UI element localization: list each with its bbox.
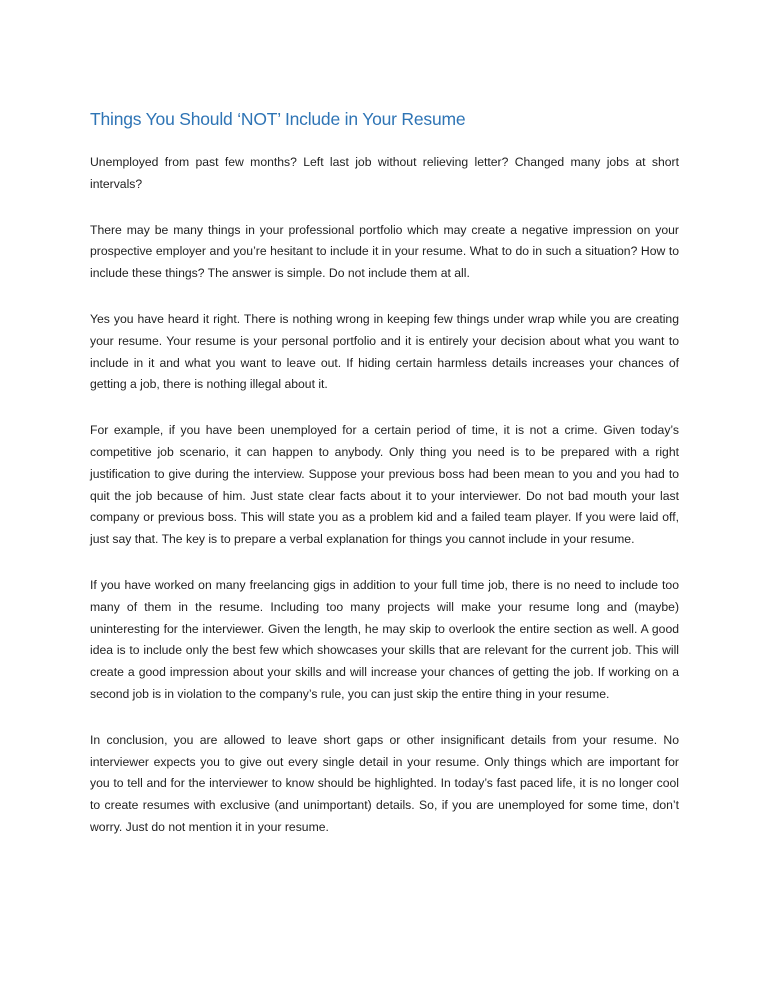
paragraph-freelancing-gigs: If you have worked on many freelancing gigs in addition to your full time job, there is no need to include too many of them in the resume. Including too many projects will make your resume long and (maybe) uninteresting for the interviewer. Given the length, he may skip to overlook the entire section as well. A good idea is to include only the best few which showcases your skills that are relevant for the current job. This will create a good impression about your skills and will increase your chances of getting the job. If working on a second job is in violation to the company’s rule, you can just skip the entire thing in your resume. bbox=[90, 577, 679, 701]
paragraph-heard-it-right: Yes you have heard it right. There is nothing wrong in keeping few things under wrap while you are creating your resume. Your resume is your personal portfolio and it is entirely your decision about what you want to include in it and what you want to leave out. If hiding certain harmless details increases your chances of getting a job, there is nothing illegal about it. bbox=[90, 311, 679, 392]
paragraph-intro-questions: Unemployed from past few months? Left last job without relieving letter? Changed many jobs at short intervals? bbox=[90, 155, 679, 191]
document-title: Things You Should ‘NOT’ Include in Your Resume bbox=[90, 109, 466, 129]
paragraph-unemployment-example: For example, if you have been unemployed for a certain period of time, it is not a crime. Given today’s competitive job scenario, it can happen to anybody. Only thing you need is to be prepared with a right justification to give during the interview. Suppose your previous boss had been mean to you and you had to quit the job because of him. Just state clear facts about it to your interviewer. Do not bad mouth your last company or previous boss. This will state you as a problem kid and a failed team player. If you were laid off, just say that. The key is to prepare a verbal explanation for things you cannot include in your resume. bbox=[90, 423, 679, 547]
paragraph-conclusion: In conclusion, you are allowed to leave short gaps or other insignificant details from your resume. No interviewer expects you to give out every single detail in your resume. Only things which are important for you to tell and for the interviewer to know should be highlighted. In today’s fast paced life, it is no longer cool to create resumes with exclusive (and unimportant) details. So, if you are unemployed for some time, don’t worry. Just do not mention it in your resume. bbox=[90, 732, 679, 834]
document-body bbox=[90, 106, 679, 863]
paragraph-negative-impression: There may be many things in your professional portfolio which may create a negative impression on your prospective employer and you’re hesitant to include it in your resume. What to do in such a situation? How to include these things? The answer is simple. Do not include them at all. bbox=[90, 222, 679, 281]
